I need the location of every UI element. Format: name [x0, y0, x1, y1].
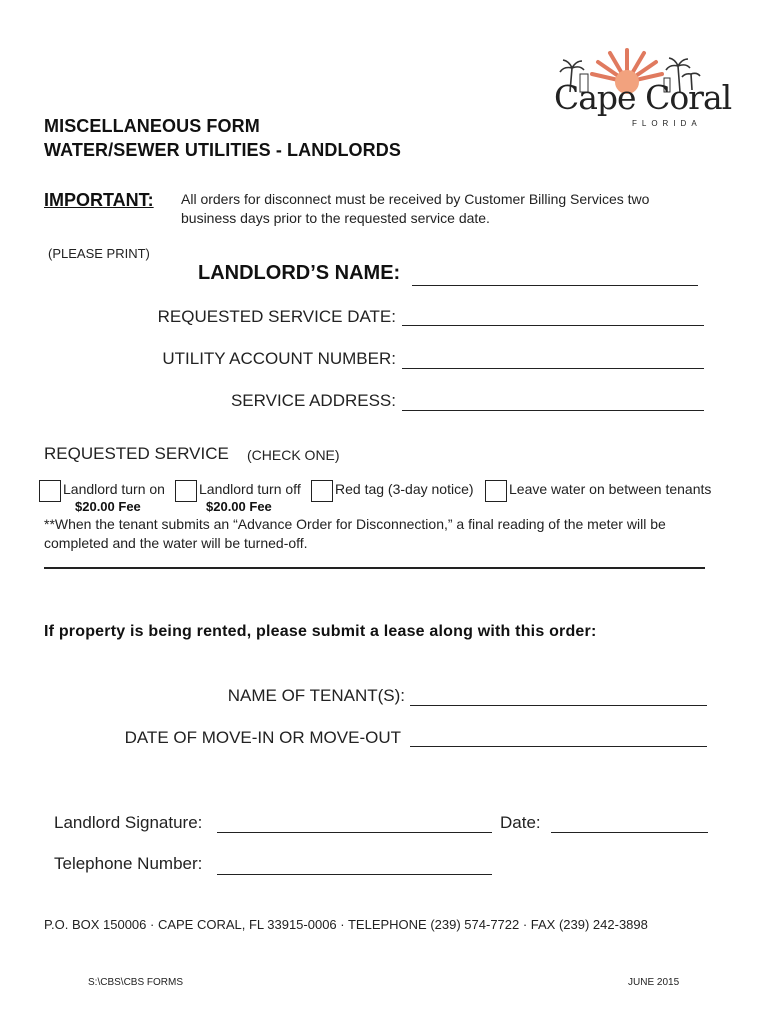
- move-date-input-line[interactable]: [410, 746, 707, 747]
- landlord-name-input-line[interactable]: [412, 285, 698, 286]
- cape-coral-logo: [552, 44, 732, 132]
- tenant-names-input-line[interactable]: [410, 705, 707, 706]
- telephone-label: Telephone Number:: [54, 854, 203, 873]
- tenant-names-label: NAME OF TENANT(S):: [227, 686, 405, 705]
- move-date-label: DATE OF MOVE-IN OR MOVE-OUT: [124, 728, 401, 747]
- option-landlord-turn-off-fee: $20.00 Fee: [206, 499, 272, 514]
- section-divider: [44, 567, 705, 569]
- check-one-note: (CHECK ONE): [247, 447, 340, 463]
- option-landlord-turn-on-fee: $20.00 Fee: [75, 499, 141, 514]
- landlord-signature-label: Landlord Signature:: [54, 813, 203, 832]
- important-text-line1: All orders for disconnect must be received by Customer Billing Services two: [181, 191, 650, 207]
- checkbox-landlord-turn-on[interactable]: [39, 480, 61, 502]
- logo-subtitle: FLORIDA: [632, 119, 702, 128]
- logo-name: Cape Coral: [554, 78, 732, 117]
- checkbox-landlord-turn-off[interactable]: [175, 480, 197, 502]
- important-label: IMPORTANT:: [44, 190, 154, 210]
- footer-file-path: S:\CBS\CBS FORMS: [88, 977, 184, 988]
- option-landlord-turn-off-label: Landlord turn off: [199, 481, 301, 497]
- service-address-label: SERVICE ADDRESS:: [230, 391, 396, 410]
- option-landlord-turn-on-label: Landlord turn on: [63, 481, 165, 497]
- date-label: Date:: [500, 813, 541, 832]
- footer-contact: P.O. BOX 150006 · CAPE CORAL, FL 33915-0006 · TELEPHONE (239) 574-7722 · FAX (239) 242-3898: [44, 917, 648, 932]
- disconnection-note-line1: **When the tenant submits an “Advance Order for Disconnection,” a final reading of the meter will be: [44, 516, 666, 532]
- service-address-input-line[interactable]: [402, 410, 704, 411]
- footer-revision-date: JUNE 2015: [628, 977, 680, 988]
- date-input-line[interactable]: [551, 832, 708, 833]
- disconnection-note-line2: completed and the water will be turned-off.: [44, 535, 308, 551]
- checkbox-red-tag[interactable]: [311, 480, 333, 502]
- requested-service-label: REQUESTED SERVICE: [44, 444, 229, 463]
- rented-property-heading: If property is being rented, please submit a lease along with this order:: [44, 623, 597, 640]
- utility-account-number-label: UTILITY ACCOUNT NUMBER:: [162, 349, 396, 368]
- requested-service-date-label: REQUESTED SERVICE DATE:: [157, 307, 396, 326]
- form-title-line2: WATER/SEWER UTILITIES - LANDLORDS: [44, 140, 401, 160]
- requested-service-date-input-line[interactable]: [402, 325, 704, 326]
- important-text-line2: business days prior to the requested service date.: [181, 210, 490, 226]
- option-red-tag-label: Red tag (3-day notice): [335, 481, 474, 497]
- checkbox-leave-water-on[interactable]: [485, 480, 507, 502]
- please-print-note: (PLEASE PRINT): [48, 246, 150, 261]
- utility-account-number-input-line[interactable]: [402, 368, 704, 369]
- landlord-name-label: LANDLORD’S NAME:: [198, 262, 401, 284]
- telephone-input-line[interactable]: [217, 874, 492, 875]
- option-leave-water-on-label: Leave water on between tenants: [509, 481, 712, 497]
- form-title-line1: MISCELLANEOUS FORM: [44, 116, 260, 136]
- landlord-signature-input-line[interactable]: [217, 832, 492, 833]
